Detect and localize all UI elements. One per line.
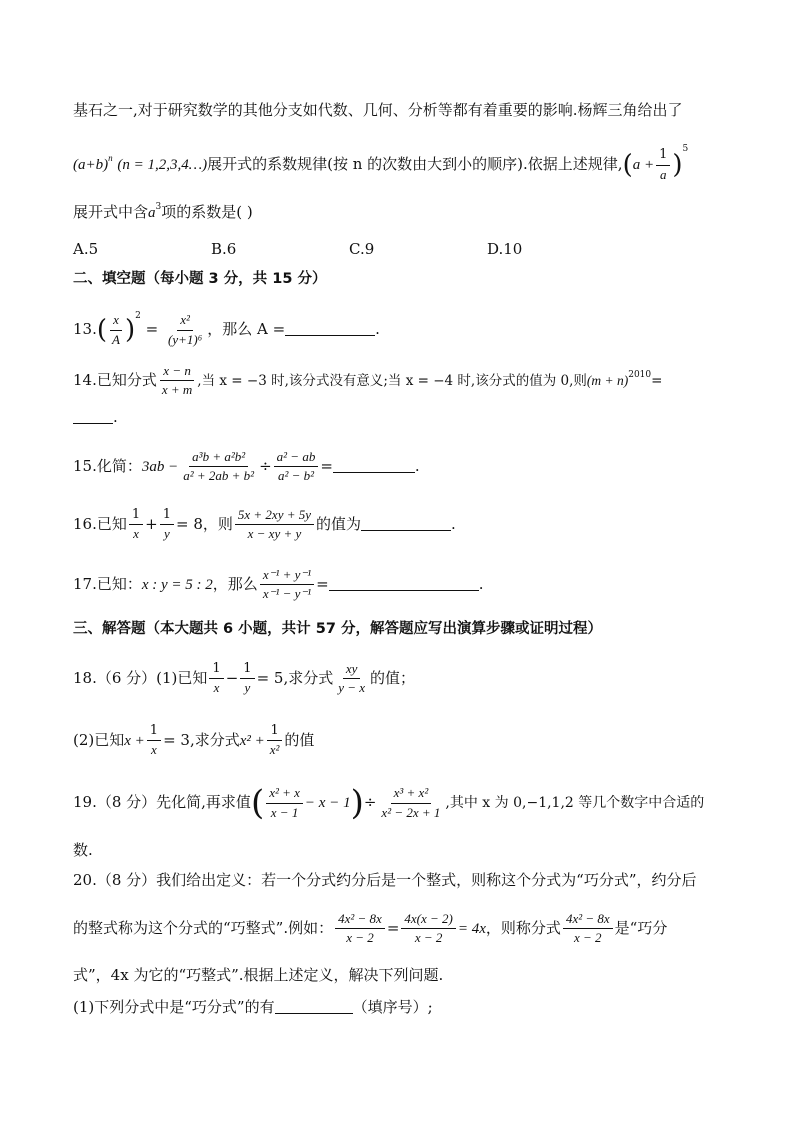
q13-end: . <box>375 320 380 338</box>
q12-right-den: a <box>659 166 667 182</box>
q20-line4 <box>73 1000 723 1015</box>
q19-text: ,其中 x 为 0,−1,1,2 等几个数字中合适的 <box>445 795 705 811</box>
q13-rhs-num: x² <box>177 313 193 330</box>
q20-ex-frac1 <box>335 912 385 946</box>
option-a: A.5 <box>73 240 99 258</box>
q17-f-den: x⁻¹ − y⁻¹ <box>262 586 312 602</box>
q14-frac <box>159 364 195 398</box>
q14-prefix: 14.已知分式 <box>73 370 157 389</box>
q20-ex-eq1: = <box>386 918 400 937</box>
q15-frac2 <box>274 450 319 484</box>
q12-right-a: a + <box>632 157 655 173</box>
q19-mid: − x − 1 <box>304 795 351 811</box>
q16 <box>73 508 723 542</box>
section2-title: 二、填空题（每小题 3 分，共 15 分） <box>73 271 327 287</box>
q17-text: ，那么 <box>212 574 258 593</box>
q18-end: 的值； <box>370 668 416 687</box>
q18-eq: = 5,求分式 <box>256 668 334 687</box>
q19-f1-den: x − 1 <box>270 804 299 820</box>
q12-right-frac <box>656 148 670 182</box>
q18-p2-prefix: (2)已知 <box>73 730 125 749</box>
q12-line3-b: 项的系数是( ) <box>161 203 253 221</box>
q20-line2 <box>73 912 723 946</box>
q20-line2-a: 的整式称为这个分式的“巧整式”.例如： <box>73 918 334 937</box>
q16-f1-num: 1 <box>129 508 143 525</box>
q18-p2-frac2 <box>267 724 283 758</box>
q14-expr: (m + n) <box>586 372 629 388</box>
q19-frac1 <box>266 786 303 820</box>
q14-num: x − n <box>160 364 194 381</box>
q13-eq: = <box>145 320 159 338</box>
q20-line3: 式”，4x 为它的“巧整式”.根据上述定义，解决下列问题. <box>73 966 444 984</box>
q13-lhs-num: x <box>110 313 122 330</box>
q15-eq: = <box>320 456 333 475</box>
q19-prefix: 19.（8 分）先化简,再求值 <box>73 793 251 811</box>
q12-line2: $(a+b)^n$ (n = 1,2,3,4…)展开式的系数规律(按 n 的次数由大到小的顺序).依据上述规律,(a + $\frac{1}{a}$ )$^5$ <box>73 144 689 182</box>
q12-line2-text: 展开式的系数规律(按 n 的次数由大到小的顺序).依据上述规律, <box>207 155 623 173</box>
q13-lhs-frac <box>109 313 123 347</box>
q20-line4-a: (1)下列分式中是“巧分式”的有 <box>73 998 275 1016</box>
q17-end: . <box>478 574 484 593</box>
q14-expr-exp: 2010 <box>628 369 652 380</box>
q20-line2-c: 是“巧分 <box>614 918 668 937</box>
q13: 13.( $\frac{x}{A}$ )$^2$ = $\frac{\text{x²}}{\text{(y+1)⁶}}$ ，那么 A = . <box>73 311 380 347</box>
q18-f3-den: y − x <box>338 680 366 696</box>
q18-p2-frac1 <box>147 724 161 758</box>
q18-p2-f2-den: x² <box>269 742 280 758</box>
q16-f1-den: x <box>133 526 139 542</box>
q18-p2-end: 的值 <box>284 730 315 749</box>
q20-ex-frac3 <box>563 912 613 946</box>
q20-answer-blank[interactable] <box>275 1012 353 1014</box>
q18-minus: − <box>225 668 239 687</box>
q20-ex-num1: 4x² − 8x <box>335 912 385 929</box>
q20-ex-den2: x − 2 <box>414 930 443 946</box>
q12-right-num: 1 <box>656 148 670 165</box>
q18-p2-f-num: 1 <box>147 724 161 741</box>
q18-part1 <box>73 662 723 696</box>
q14-eq: = <box>651 372 663 389</box>
q16-f2-num: 1 <box>160 508 174 525</box>
q18-p2-f2-num: 1 <box>267 724 281 741</box>
q20-ex-num3: 4x² − 8x <box>563 912 613 929</box>
q20-ex-den3: x − 2 <box>574 930 602 946</box>
q12-binomial-exp: n <box>108 153 113 163</box>
q20-line4-b: （填序号）; <box>352 998 433 1016</box>
q16-eq8: = 8，则 <box>176 514 233 533</box>
q20-ex-den1: x − 2 <box>346 930 374 946</box>
q15 <box>73 450 723 484</box>
q19-div: ÷ <box>363 793 377 811</box>
q16-frac2 <box>160 508 174 542</box>
q20-ex-eq2: = 4x <box>457 920 486 937</box>
q15-prefix: 15.化简： <box>73 456 142 475</box>
q12-line3-a: 展开式中含 <box>73 203 149 221</box>
q17-frac <box>260 568 314 602</box>
q16-end: . <box>451 514 456 533</box>
q18-f2-den: y <box>244 680 251 696</box>
q13-answer-blank[interactable] <box>285 334 375 336</box>
q19-f2-num: x³ + x² <box>391 786 432 803</box>
q12-condition: (n = 1,2,3,4…) <box>117 157 208 173</box>
q15-end: . <box>414 456 420 475</box>
q17-f-num: x⁻¹ + y⁻¹ <box>260 568 314 585</box>
option-b: B.6 <box>211 240 237 258</box>
q16-plus: + <box>145 514 158 533</box>
q17-ratio: x : y = 5 : 2 <box>141 576 213 593</box>
q14-text: ,当 x = −3 时,该分式没有意义;当 x = −4 时,该分式的值为 0,则 <box>197 372 587 389</box>
option-c: C.9 <box>349 240 375 258</box>
q18-part2 <box>73 724 723 758</box>
q13-lhs-exp: 2 <box>135 311 141 321</box>
q19-f1-num: x² + x <box>266 786 303 803</box>
q16-frac1 <box>129 508 143 542</box>
q12-line1: 基石之一,对于研究数学的其他分支如代数、几何、分析等都有着重要的影响.杨辉三角给出了 <box>73 101 683 119</box>
q13-rhs-den: (y+1)⁶ <box>168 331 203 347</box>
q19: 19.（8 分）先化简,再求值( $\frac{\text{x² + x}}{x - 1}$ − x − 1)÷ $\frac{\text{x³ + x²}}{\text{x² − 2x + 1}}$ ,其中 x 为 0,−1,1,2 等几个数字中合适的 <box>73 783 705 823</box>
q18-f2-num: 1 <box>240 662 254 679</box>
q13-rhs-frac <box>165 313 205 347</box>
q16-f3-den: x − xy + y <box>247 526 302 542</box>
q16-prefix: 16.已知 <box>73 514 127 533</box>
q16-f3-num: 5x + 2xy + 5y <box>235 508 314 525</box>
q17-prefix: 17.已知： <box>73 574 142 593</box>
q14-answer-blank[interactable] <box>73 422 113 424</box>
q20-ex-frac2 <box>401 912 455 946</box>
q12-right-exp: 5 <box>682 144 689 154</box>
q18-p2-x2: x² + <box>239 732 265 749</box>
q15-answer-blank[interactable] <box>333 471 415 473</box>
q17-answer-blank[interactable] <box>329 589 479 591</box>
q13-number: 13. <box>73 320 97 338</box>
option-d: D.10 <box>487 240 523 258</box>
q18-p2-f-den: x <box>151 742 157 758</box>
q19-f2-den: x² − 2x + 1 <box>381 804 441 820</box>
q18-frac1 <box>209 662 223 696</box>
q15-div: ÷ <box>259 456 272 475</box>
q12-binomial: (a+b) <box>73 157 109 173</box>
q15-term: 3ab − <box>141 458 179 475</box>
q18-prefix: 18.（6 分）(1)已知 <box>73 668 208 687</box>
q12-term: a <box>148 205 156 221</box>
q14 <box>73 364 723 398</box>
q16-f2-den: y <box>163 526 170 542</box>
q14-end: . <box>113 408 118 426</box>
q20-ex-num2: 4x(x − 2) <box>401 912 455 929</box>
q18-f1-den: x <box>213 680 220 696</box>
q18-frac3 <box>335 662 368 696</box>
q20-line1: 20.（8 分）我们给出定义：若一个分式约分后是一个整式，则称这个分式为“巧分式”，约分后 <box>73 871 697 889</box>
q17 <box>73 568 723 602</box>
q15-f1-den: a² + 2ab + b² <box>183 468 255 484</box>
q18-frac2 <box>240 662 254 696</box>
q14-den: x + m <box>161 382 193 398</box>
q14-answer-line <box>73 410 723 425</box>
q15-f2-den: a² − b² <box>277 468 315 484</box>
section3-title: 三、解答题（本大题共 6 小题，共计 57 分，解答题应写出演算步骤或证明过程） <box>73 621 602 637</box>
q12-term-exp: 3 <box>155 202 162 212</box>
q18-f3-num: xy <box>343 662 361 679</box>
q15-f1-num: a³b + a²b² <box>189 450 248 467</box>
q18-p2-eq: = 3,求分式 <box>163 730 240 749</box>
q15-frac1 <box>180 450 257 484</box>
q19-frac2 <box>378 786 443 820</box>
q20-line2-b: ，则称分式 <box>485 918 561 937</box>
q12-line3 <box>73 203 723 221</box>
q16-answer-blank[interactable] <box>361 529 451 531</box>
q18-f1-num: 1 <box>209 662 223 679</box>
q16-frac3 <box>235 508 314 542</box>
q16-text: 的值为 <box>316 514 362 533</box>
q19-line2: 数. <box>73 841 93 859</box>
q18-p2-x: x + <box>124 732 145 749</box>
q13-text: ，那么 A = <box>207 320 286 338</box>
q17-eq: = <box>316 574 329 593</box>
q13-lhs-den: A <box>112 331 120 347</box>
q15-f2-num: a² − ab <box>274 450 319 467</box>
